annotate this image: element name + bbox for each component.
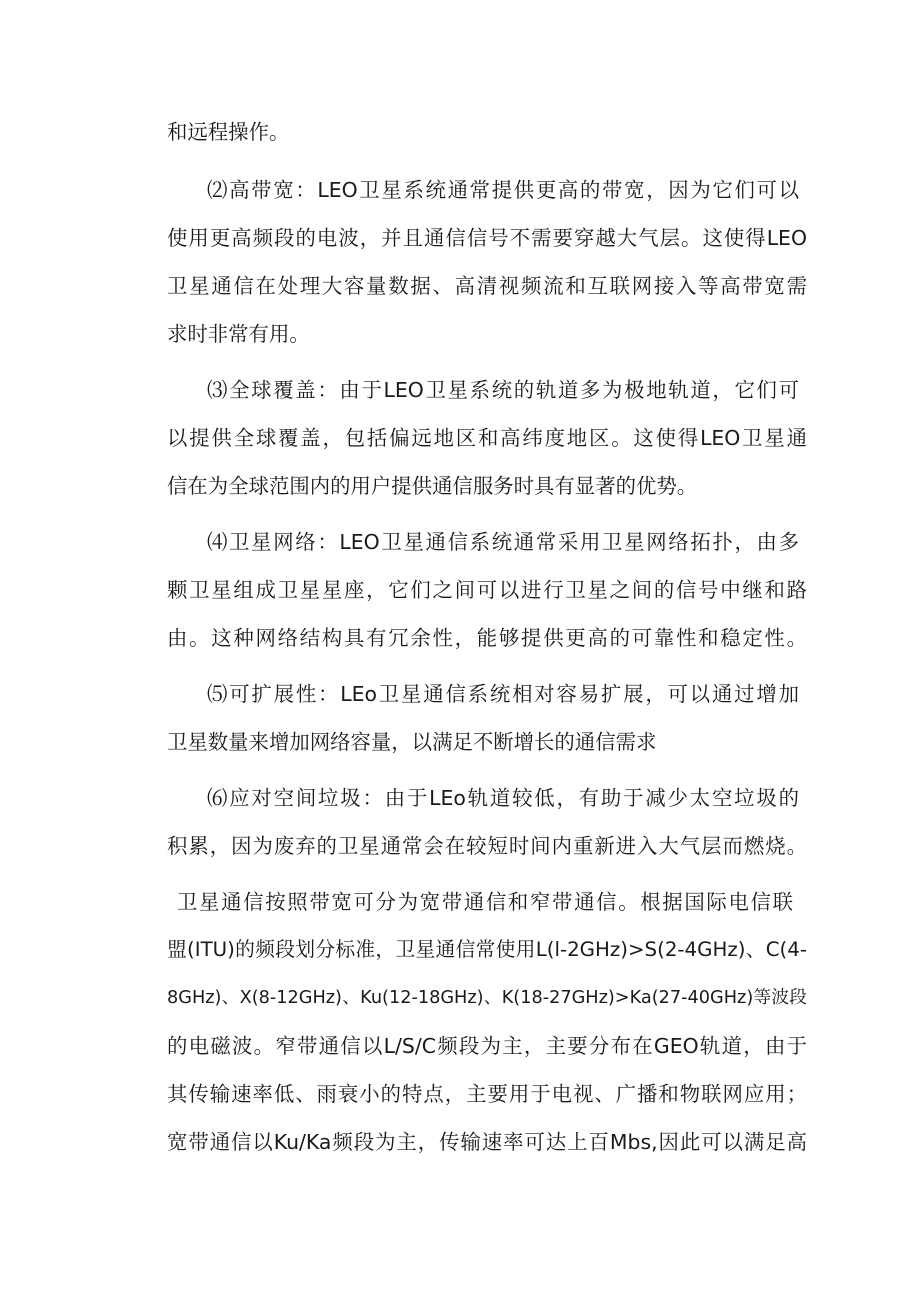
text-line: 8GHz)、X(8-12GHz)、Ku(12-18GHz)、K(18-27GHz)>Ka(27-40GHz)等波段 [167,988,807,1008]
text-line: 和远程操作。 [167,120,290,144]
text-line: ⑹应对空间垃圾：由于LEo轨道较低，有助于减少太空垃圾的 [207,786,799,810]
text-line: 颗卫星组成卫星星座，它们之间可以进行卫星之间的信号中继和路 [167,578,807,602]
text-line: 求时非常有用。 [167,322,310,346]
text-line: 卫星通信按照带宽可分为宽带通信和窄带通信。根据国际电信联 [177,890,793,914]
text-line: 积累，因为废弃的卫星通常会在较短时间内重新进入大气层而燃烧。 [167,834,807,858]
text-line: ⑵高带宽：LEO卫星系统通常提供更高的带宽，因为它们可以 [207,178,799,202]
text-line: 信在为全球范围内的用户提供通信服务时具有显著的优势。 [167,474,698,498]
text-line: 的电磁波。窄带通信以L/S/C频段为主，主要分布在GEO轨道，由于 [167,1034,807,1058]
text-line: 卫星数量来增加网络容量，以满足不断增长的通信需求 [167,730,657,754]
text-line: 其传输速率低、雨衰小的特点，主要用于电视、广播和物联网应用； [167,1082,807,1106]
text-line: ⑶全球覆盖：由于LEO卫星系统的轨道多为极地轨道，它们可 [207,378,799,402]
text-line: 以提供全球覆盖，包括偏远地区和高纬度地区。这使得LEO卫星通 [167,426,807,450]
text-line: 宽带通信以Ku/Ka频段为主，传输速率可达上百Mbs,因此可以满足高 [167,1130,807,1154]
text-line: 使用更高频段的电波，并且通信信号不需要穿越大气层。这使得LEO [167,226,807,250]
text-line: ⑸可扩展性：LEo卫星通信系统相对容易扩展，可以通过增加 [207,682,799,706]
text-line: 盟(ITU)的频段划分标准，卫星通信常使用L(l-2GHz)>S(2-4GHz)、C(4- [167,938,807,961]
text-line: ⑷卫星网络：LEO卫星通信系统通常采用卫星网络拓扑，由多 [207,530,799,554]
text-line: 卫星通信在处理大容量数据、高清视频流和互联网接入等高带宽需 [167,274,807,298]
text-line: 由。这种网络结构具有冗余性，能够提供更高的可靠性和稳定性。 [167,626,807,650]
